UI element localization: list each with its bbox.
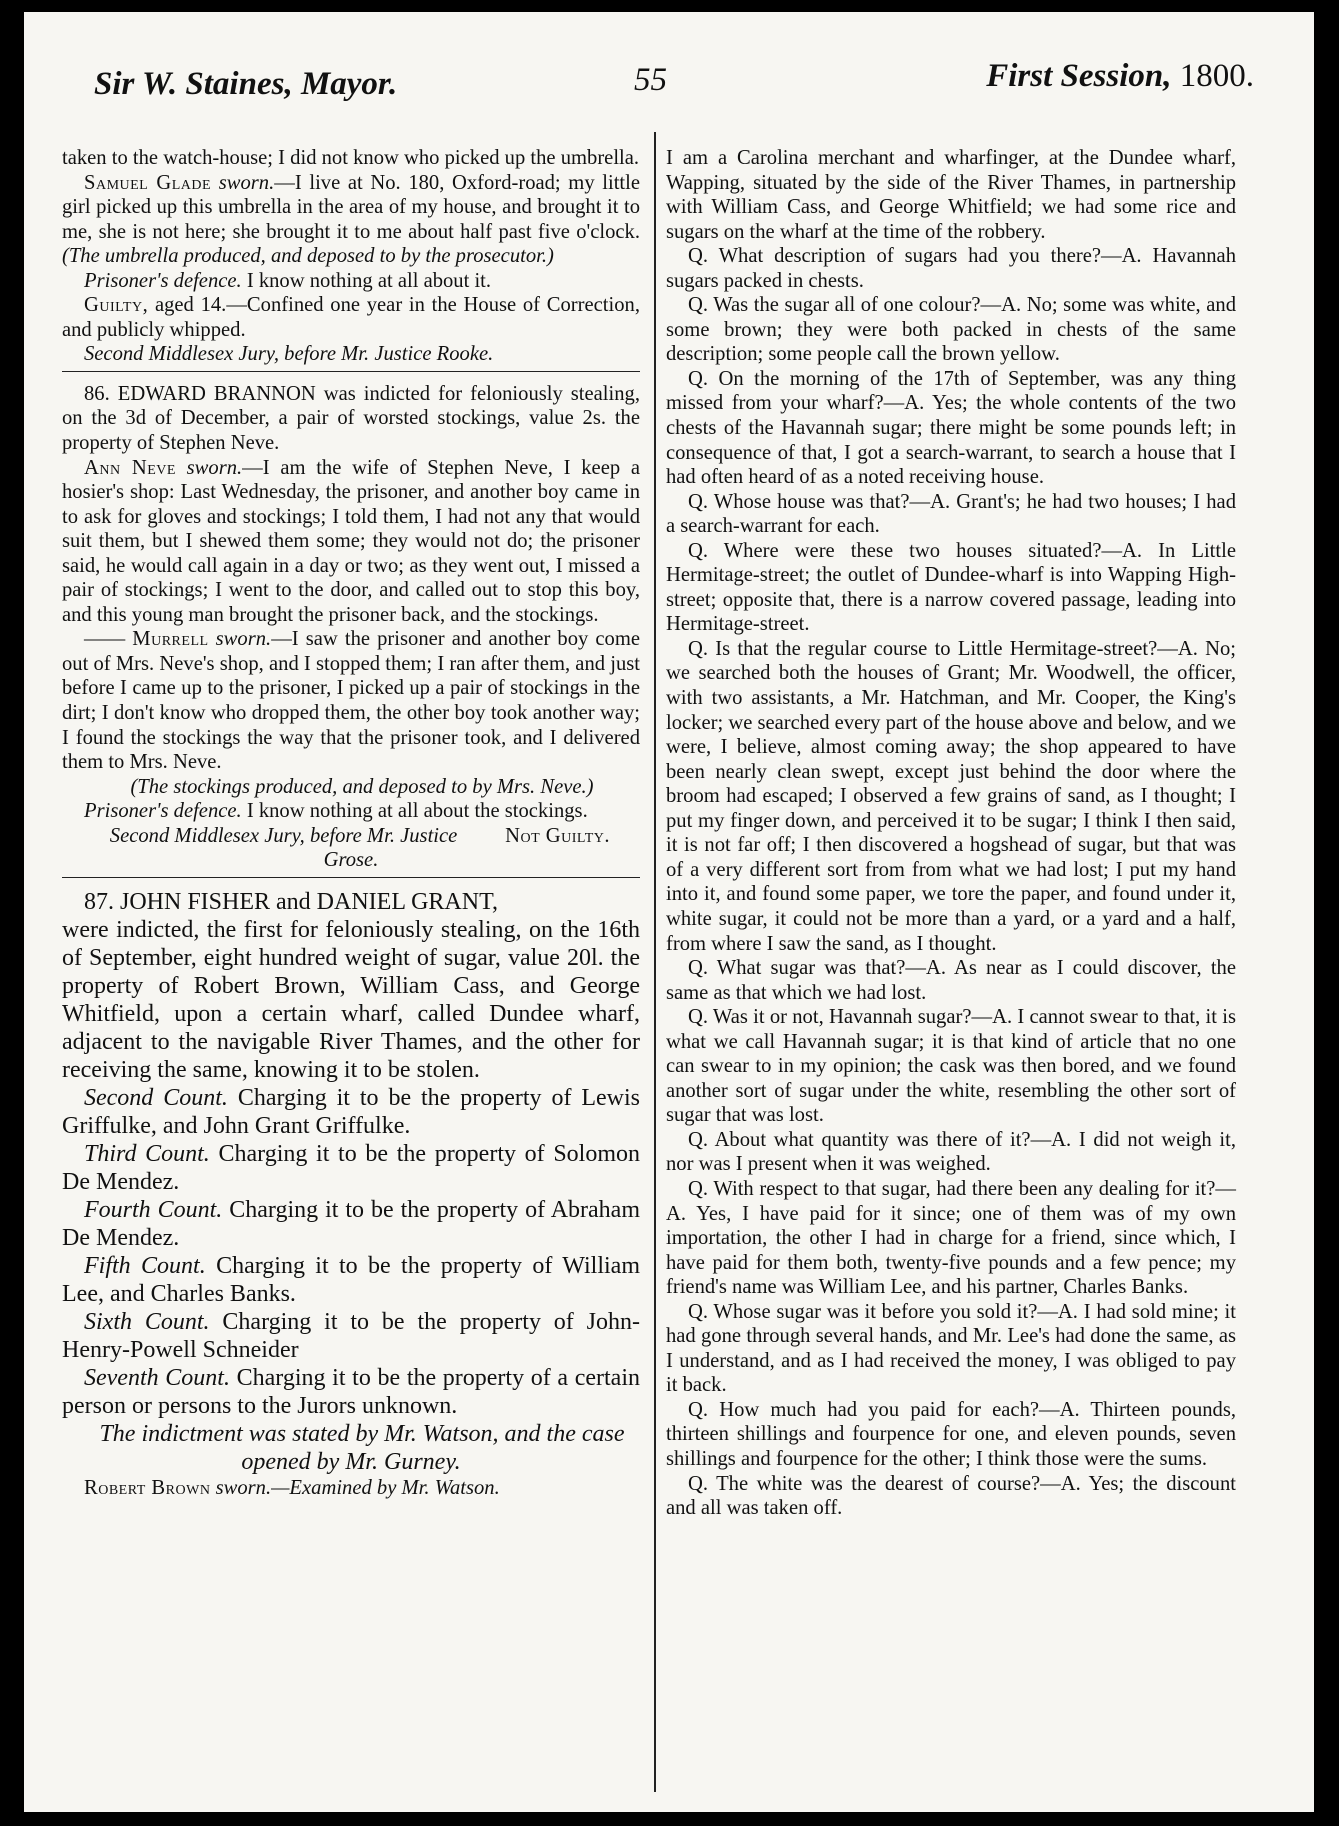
count: [62, 1364, 640, 1420]
count-text: Charging it to be the property of William Lee, and Charles Banks.: [62, 1252, 640, 1307]
qa-item: Q. What description of sugars had you there?—A. Havannah sugars packed in chests.: [666, 245, 1236, 292]
qa-item: Q. With respect to that sugar, had there been any dealing for it?—A. Yes, I have paid for it since; one of them was of my own importation, the other I had in charge for a friend, since which, I have paid for them both, twenty-five pounds and a few pence; my friend's name was William Lee, and his partner, Charles Banks.: [666, 1177, 1236, 1299]
header-mayor: Sir W. Staines, Mayor.: [94, 66, 398, 102]
testimony: —I live at No. 180, Oxford-road; my little girl picked up this umbrella in the area of my house, and brought it to me, she is not here; she brought it to me about half past five o'clock.: [62, 171, 641, 243]
count-label: Sixth Count.: [84, 1308, 210, 1335]
testimony: —I am the wife of Stephen Neve, I keep a hosier's shop: Last Wednesday, the prisoner, and another boy came in to ask for gloves and stockings; I told them, I had not any that would suit them, but I shewed them some; they would not do; the prisoner said, he would call again in a day or two; as they went out, I missed a pair of stockings; I went to the door, and called out to stop this boy, and this young man brought the prisoner back, and the stockings.: [62, 456, 641, 626]
case-number: 86.: [84, 382, 110, 405]
witness-brown: [62, 1476, 640, 1501]
witness-name: Murrell: [132, 628, 209, 651]
header-session-label: First Session,: [986, 58, 1172, 94]
witness-neve: [62, 456, 640, 628]
verdict: [62, 293, 640, 342]
qa-item: Q. Whose sugar was it before you sold it?—A. I had sold mine; it had gone through several hands, and Mr. Lee's had done the same, as I understand, and as I had received the money, I was obliged to pay it back.: [666, 1300, 1236, 1397]
witness-murrell: [62, 627, 640, 774]
count-text: Charging it to be the property of Solomon De Mendez.: [62, 1140, 641, 1195]
sworn-label: sworn.: [215, 628, 272, 651]
jury-line: Second Middlesex Jury, before Mr. Justice Grose.: [109, 824, 458, 872]
count: [62, 1084, 640, 1140]
sworn-label: sworn.: [215, 1476, 272, 1499]
indictment-text: was indicted for feloniously stealing, on the 3d of December, a pair of worsted stockings, value 2s. the property of Stephen Neve.: [62, 382, 640, 455]
page-number: 55: [634, 62, 667, 98]
header-session: [986, 58, 1254, 95]
qa-item: Q. Where were these two houses situated?—A. In Little Hermitage-street; the outlet of Dundee-wharf is into Wapping High-street; opposite that, there is a narrow covered passage, leading into Hermitage-street.: [666, 539, 1236, 636]
count-label: Second Count.: [84, 1084, 228, 1111]
count: [62, 1196, 640, 1252]
right-column: [666, 146, 1236, 1521]
qa-item: Q. Whose house was that?—A. Grant's; he had two houses; I had a search-warrant for each.: [666, 490, 1236, 538]
witness-name: Ann Neve: [84, 456, 176, 479]
count-text: Charging it to be the property of Abraham De Mendez.: [62, 1196, 641, 1251]
qa-item: Q. The white was the dearest of course?—A. Yes; the discount and all was taken off.: [666, 1472, 1236, 1520]
case-86: [62, 382, 640, 456]
witness-name: Samuel Glade: [84, 171, 212, 194]
document-page: [24, 12, 1314, 1812]
count: [62, 1252, 640, 1308]
case-number: 87.: [84, 888, 114, 915]
verdict-label: Guilty,: [84, 294, 149, 317]
qa-item: Q. Was the sugar all of one colour?—A. No; some was white, and some brown; they were both packed in chests of the same description; some people call the brown yellow.: [666, 294, 1236, 366]
count-label: Fifth Count.: [84, 1252, 206, 1279]
count-text: Charging it to be the property of Lewis Griffulke, and John Grant Griffulke.: [62, 1084, 641, 1139]
count: [62, 1140, 640, 1196]
qa-item: Q. What sugar was that?—A. As near as I could discover, the same as that which we had lost.: [666, 957, 1236, 1004]
defence-label: Prisoner's defence.: [84, 800, 242, 823]
defendant-name: EDWARD BRANNON: [117, 382, 316, 405]
case-87-head: [62, 888, 640, 916]
case-rule: [62, 877, 640, 878]
count-label: Third Count.: [84, 1140, 210, 1167]
sworn-label: sworn.: [218, 171, 275, 194]
testimony: I am a Carolina merchant and wharfinger, at the Dundee wharf, Wapping, situated by the side of the River Thames, in partnership with William Cass, and George Whitfield; we had some rice and sugars on the wharf at the time of the robbery.: [666, 147, 1236, 243]
header-year: 1800.: [1179, 58, 1254, 94]
verdict-label: Not Guilty.: [505, 824, 610, 847]
count-label: Seventh Count.: [84, 1364, 230, 1391]
examined-note: —Examined by Mr. Watson.: [271, 1476, 500, 1499]
count-label: Fourth Count.: [84, 1196, 223, 1223]
qa-item: Q. On the morning of the 17th of September, was any thing missed from your wharf?—A. Yes; the whole contents of the two chests of the Havannah sugar; there might be some pounds left; in consequence of that, I got a search-warrant, to search a house that I had often heard of as a noted receiving house.: [666, 367, 1236, 489]
count: [62, 1308, 640, 1364]
defence-text: I know nothing at all about the stockings.: [246, 800, 588, 823]
dash: ——: [84, 628, 126, 651]
prisoner-defence: [62, 799, 640, 847]
qa-item: Q. About what quantity was there of it?—A. I did not weigh it, nor was I present when it was weighed.: [666, 1128, 1236, 1176]
count-text: Charging it to be the property of a certain person or persons to the Jurors unknown.: [62, 1364, 641, 1419]
defence-label: Prisoner's defence.: [84, 269, 242, 292]
jury-line: Second Middlesex Jury, before Mr. Justice Rooke.: [84, 343, 494, 366]
stage-note: (The stockings produced, and deposed to by Mrs. Neve.): [130, 775, 594, 798]
indictment-text: were indicted, the first for feloniously stealing, on the 16th of September, eight hundred weight of sugar, value 20l. the property of Robert Brown, William Cass, and George Whitfield, upon a certain wharf, called Dundee wharf, adjacent to the navigable River Thames, and the other for receiving the same, knowing it to be stolen.: [62, 916, 640, 1083]
testimony: —I saw the prisoner and another boy come out of Mrs. Neve's shop, and I stopped them; I ran after them, and just before I came up to the prisoner, I picked up a pair of stockings in the dirt; I don't know who dropped them, the other boy took another way; I found the stockings the way that the prisoner took, and I delivered them to Mrs. Neve.: [62, 628, 640, 774]
count-text: Charging it to be the property of John-Henry-Powell Schneider: [62, 1308, 641, 1363]
witness-glade: [62, 171, 640, 269]
prisoner-defence: [62, 269, 640, 294]
sworn-label: sworn.: [186, 456, 243, 479]
case-rule: [62, 371, 640, 372]
left-column: [62, 146, 640, 1500]
witness-name: Robert Brown: [84, 1476, 211, 1499]
paragraph: taken to the watch-house; I did not know who picked up the umbrella.: [62, 147, 640, 169]
stage-note: (The umbrella produced, and deposed to by the prosecutor.): [62, 245, 554, 268]
column-divider: [654, 132, 656, 1792]
sentence-text: aged 14.—Confined one year in the House of Correction, and publicly whipped.: [62, 294, 640, 341]
page-header: [64, 58, 1264, 110]
qa-item: Q. Is that the regular course to Little Hermitage-street?—A. No; we searched both the houses of Grant; Mr. Woodwell, the officer, with two assistants, a Mr. Hatchman, and Mr. Cooper, the King's locker; we searched every part of the house above and below, and we were, I believe, almost coming away; the shop appeared to have been nearly clean swept, except just behind the door where the broom had escaped; I observed a few grains of sand, as I thought; I put my finger down, and perceived it to be sugar; I think I then said, it is not far off; I then discovered a hogshead of sugar, but that was of a very different sort from from what we had lost; I put my hand into it, and found some paper, we tore the paper, and found under it, white sugar, it could not be more than a yard, or a yard and a half, from where I saw the sand, as I thought.: [666, 637, 1236, 955]
defence-text: I know nothing at all about it.: [246, 269, 492, 292]
defendant-name: JOHN FISHER and DANIEL GRANT,: [120, 888, 498, 915]
qa-item: Q. Was it or not, Havannah sugar?—A. I cannot swear to that, it is what we call Havannah sugar; it is that kind of article that no one can swear to in my opinion; the cask was then bored, and we found another sort of sugar under the white, resembling the other sort of sugar that was lost.: [666, 1006, 1236, 1127]
stated-line: The indictment was stated by Mr. Watson, and the case opened by Mr. Gurney.: [99, 1420, 625, 1475]
qa-item: Q. How much had you paid for each?—A. Thirteen pounds, thirteen shillings and fourpence for one, and eleven pounds, seven shillings and fourpence for the other; I think those were the sums.: [666, 1398, 1236, 1470]
